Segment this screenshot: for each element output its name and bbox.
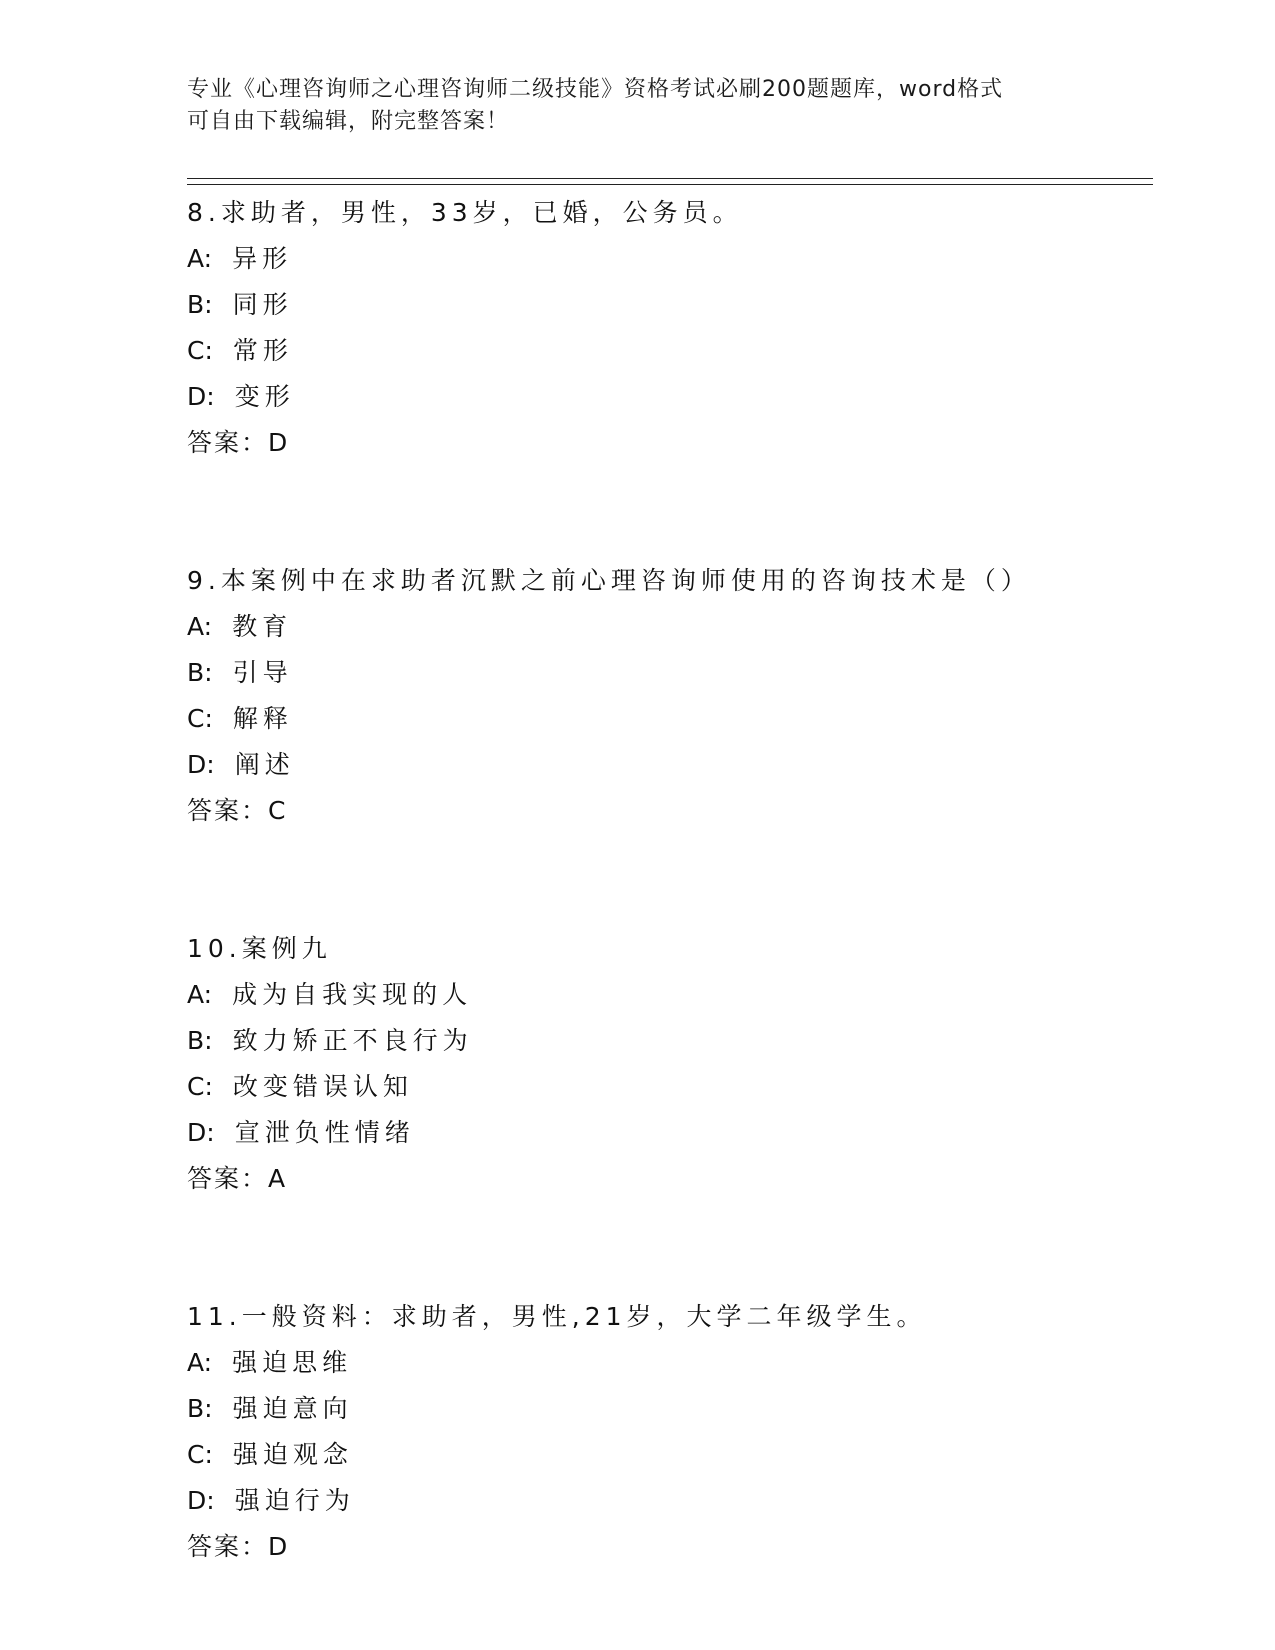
option-b: [187, 1018, 1153, 1064]
answer-line: 答案：A: [187, 1164, 288, 1193]
option-text: 常形: [232, 336, 293, 365]
option-text: 强迫观念: [232, 1440, 353, 1469]
option-text: 强迫意向: [232, 1394, 353, 1423]
option-text: 解释: [232, 704, 293, 733]
option-c: [187, 696, 1153, 742]
option-letter: D:: [187, 1486, 215, 1515]
question-spacer: [187, 834, 1153, 926]
option-b: [187, 650, 1153, 696]
question-stem: 9.本案例中在求助者沉默之前心理咨询师使用的咨询技术是（）: [187, 566, 1031, 595]
header-line-2: 可自由下载编辑，附完整答案！: [187, 109, 510, 134]
question-stem: 10.案例九: [187, 934, 332, 963]
option-a: [187, 972, 1153, 1018]
option-a: [187, 236, 1153, 282]
header-divider-bottom: [187, 184, 1153, 185]
option-b: [187, 1386, 1153, 1432]
option-text: 同形: [232, 290, 293, 319]
question-list: [187, 190, 1153, 1570]
option-b: [187, 282, 1153, 328]
option-text: 教育: [232, 612, 293, 641]
answer-line: 答案：D: [187, 1532, 290, 1561]
question-spacer: [187, 1202, 1153, 1294]
option-a: [187, 1340, 1153, 1386]
option-c: [187, 1432, 1153, 1478]
option-letter: D:: [187, 1118, 215, 1147]
option-text: 阐述: [234, 750, 295, 779]
option-letter: C:: [187, 704, 213, 733]
question-item: [187, 926, 1153, 1202]
option-letter: B:: [187, 1394, 213, 1423]
option-d: [187, 374, 1153, 420]
question-stem: 8.求助者，男性，33岁，已婚，公务员。: [187, 198, 743, 227]
header-line-1: 专业《心理咨询师之心理咨询师二级技能》资格考试必刷200题题库，word格式: [187, 77, 1004, 102]
header-divider-top: [187, 178, 1153, 179]
option-text: 改变错误认知: [232, 1072, 413, 1101]
option-text: 引导: [232, 658, 293, 687]
option-d: [187, 1478, 1153, 1524]
option-letter: D:: [187, 382, 215, 411]
question-spacer: [187, 466, 1153, 558]
option-letter: D:: [187, 750, 215, 779]
question-stem: 11.一般资料：求助者，男性,21岁，大学二年级学生。: [187, 1302, 927, 1331]
option-letter: A:: [187, 612, 213, 641]
option-text: 强迫思维: [232, 1348, 353, 1377]
option-text: 变形: [234, 382, 295, 411]
option-letter: C:: [187, 1072, 213, 1101]
question-item: [187, 558, 1153, 834]
option-text: 致力矫正不良行为: [232, 1026, 473, 1055]
option-letter: B:: [187, 658, 213, 687]
option-text: 成为自我实现的人: [232, 980, 473, 1009]
option-d: [187, 742, 1153, 788]
option-letter: C:: [187, 1440, 213, 1469]
option-d: [187, 1110, 1153, 1156]
option-letter: B:: [187, 1026, 213, 1055]
option-c: [187, 328, 1153, 374]
option-text: 异形: [232, 244, 293, 273]
answer-line: 答案：C: [187, 796, 288, 825]
option-c: [187, 1064, 1153, 1110]
question-item: [187, 190, 1153, 466]
document-header: [187, 74, 1087, 138]
option-letter: A:: [187, 244, 213, 273]
option-text: 宣泄负性情绪: [234, 1118, 415, 1147]
answer-line: 答案：D: [187, 428, 290, 457]
option-a: [187, 604, 1153, 650]
option-letter: A:: [187, 1348, 213, 1377]
option-letter: A:: [187, 980, 213, 1009]
option-text: 强迫行为: [234, 1486, 355, 1515]
question-item: [187, 1294, 1153, 1570]
option-letter: B:: [187, 290, 213, 319]
option-letter: C:: [187, 336, 213, 365]
